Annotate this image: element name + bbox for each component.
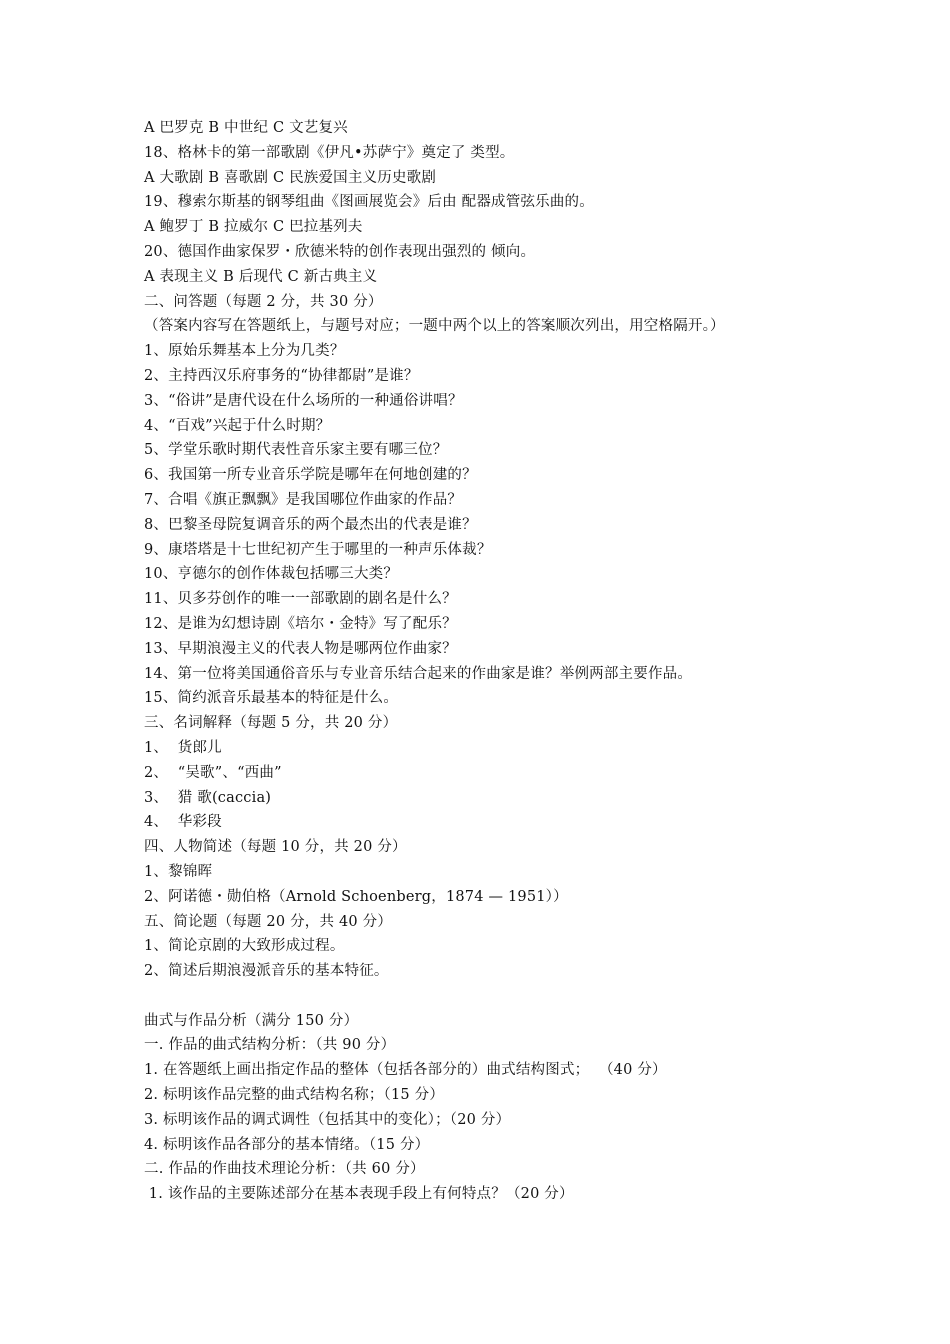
qa-question-8: 8、巴黎圣母院复调音乐的两个最杰出的代表是谁？ [144, 516, 477, 533]
qa-question-7: 7、合唱《旗正飘飘》是我国哪位作曲家的作品？ [144, 491, 463, 508]
section-heading-terms: 三、名词解释（每题 5 分，共 20 分） [144, 715, 398, 732]
qa-question-5: 5、学堂乐歌时期代表性音乐家主要有哪三位？ [144, 442, 448, 459]
qa-question-13: 13、早期浪漫主义的代表人物是哪两位作曲家？ [144, 640, 457, 657]
person-1: 1、黎锦晖 [144, 863, 213, 880]
exam-section-history [144, 116, 934, 984]
term-2: 2、 “吴歌”、“西曲” [144, 764, 282, 781]
question-18: 18、格林卡的第一部歌剧《伊凡•苏萨宁》奠定了 类型。 [144, 144, 515, 161]
qa-question-2: 2、主持西汉乐府事务的“协律都尉”是谁？ [144, 367, 419, 384]
qa-question-10: 10、亨德尔的创作体裁包括哪三大类？ [144, 566, 399, 583]
qa-question-14: 14、第一位将美国通俗音乐与专业音乐结合起来的作曲家是谁？举例两部主要作品。 [144, 665, 693, 682]
term-1: 1、 货郎儿 [144, 739, 222, 756]
qa-question-1: 1、原始乐舞基本上分为几类？ [144, 343, 345, 360]
section-heading-people: 四、人物简述（每题 10 分，共 20 分） [144, 839, 407, 856]
qa-question-3: 3、“俗讲”是唐代设在什么场所的一种通俗讲唱？ [144, 392, 463, 409]
qa-question-6: 6、我国第一所专业音乐学院是哪年在何地创建的？ [144, 467, 477, 484]
analysis-item-5: 1. 该作品的主要陈述部分在基本表现手段上有何特点？（20 分） [144, 1186, 574, 1203]
analysis-item-1: 1. 在答题纸上画出指定作品的整体（包括各部分的）曲式结构图式； （40 分） [144, 1062, 667, 1079]
section-spacer [144, 984, 934, 1009]
analysis-heading-2: 二. 作品的作曲技术理论分析：（共 60 分） [144, 1161, 425, 1178]
qa-question-12: 12、是谁为幻想诗剧《培尔・金特》写了配乐？ [144, 615, 457, 632]
analysis-heading-1: 一. 作品的曲式结构分析：（共 90 分） [144, 1037, 396, 1054]
analysis-item-2: 2. 标明该作品完整的曲式结构名称；（15 分） [144, 1087, 445, 1104]
qa-question-15: 15、简约派音乐最基本的特征是什么。 [144, 690, 399, 707]
question-19: 19、穆索尔斯基的钢琴组曲《图画展览会》后由 配器成管弦乐曲的。 [144, 194, 594, 211]
person-2: 2、阿诺德・勋伯格（Arnold Schoenberg，1874 — 1951）） [144, 888, 568, 905]
document-page [144, 116, 934, 1207]
answer-options-17: A 巴罗克 B 中世纪 C 文艺复兴 [144, 120, 348, 136]
analysis-title: 曲式与作品分析（满分 150 分） [144, 1012, 359, 1029]
analysis-item-3: 3. 标明该作品的调式调性（包括其中的变化）；（20 分） [144, 1111, 511, 1128]
answer-options-19: A 鲍罗丁 B 拉威尔 C 巴拉基列夫 [144, 219, 363, 236]
exam-section-analysis [144, 1009, 934, 1207]
question-20: 20、德国作曲家保罗・欣德米特的创作表现出强烈的 倾向。 [144, 243, 536, 260]
qa-question-4: 4、“百戏”兴起于什么时期？ [144, 417, 331, 434]
answer-options-18: A 大歌剧 B 喜歌剧 C 民族爱国主义历史歌剧 [144, 169, 437, 186]
term-4: 4、 华彩段 [144, 814, 222, 831]
analysis-item-4: 4. 标明该作品各部分的基本情绪。（15 分） [144, 1136, 430, 1153]
section-heading-qa: 二、问答题（每题 2 分，共 30 分） [144, 293, 383, 310]
qa-question-9: 9、康塔塔是十七世纪初产生于哪里的一种声乐体裁？ [144, 541, 492, 558]
essay-1: 1、简论京剧的大致形成过程。 [144, 938, 345, 955]
essay-2: 2、简述后期浪漫派音乐的基本特征。 [144, 963, 389, 980]
section-heading-essays: 五、简论题（每题 20 分，共 40 分） [144, 913, 393, 930]
term-3: 3、 猎 歌(caccia) [144, 789, 272, 806]
answer-options-20: A 表现主义 B 后现代 C 新古典主义 [144, 268, 378, 285]
qa-question-11: 11、贝多芬创作的唯一一部歌剧的剧名是什么？ [144, 591, 457, 608]
section-instruction: （答案内容写在答题纸上，与题号对应；一题中两个以上的答案顺次列出，用空格隔开。） [144, 318, 725, 335]
